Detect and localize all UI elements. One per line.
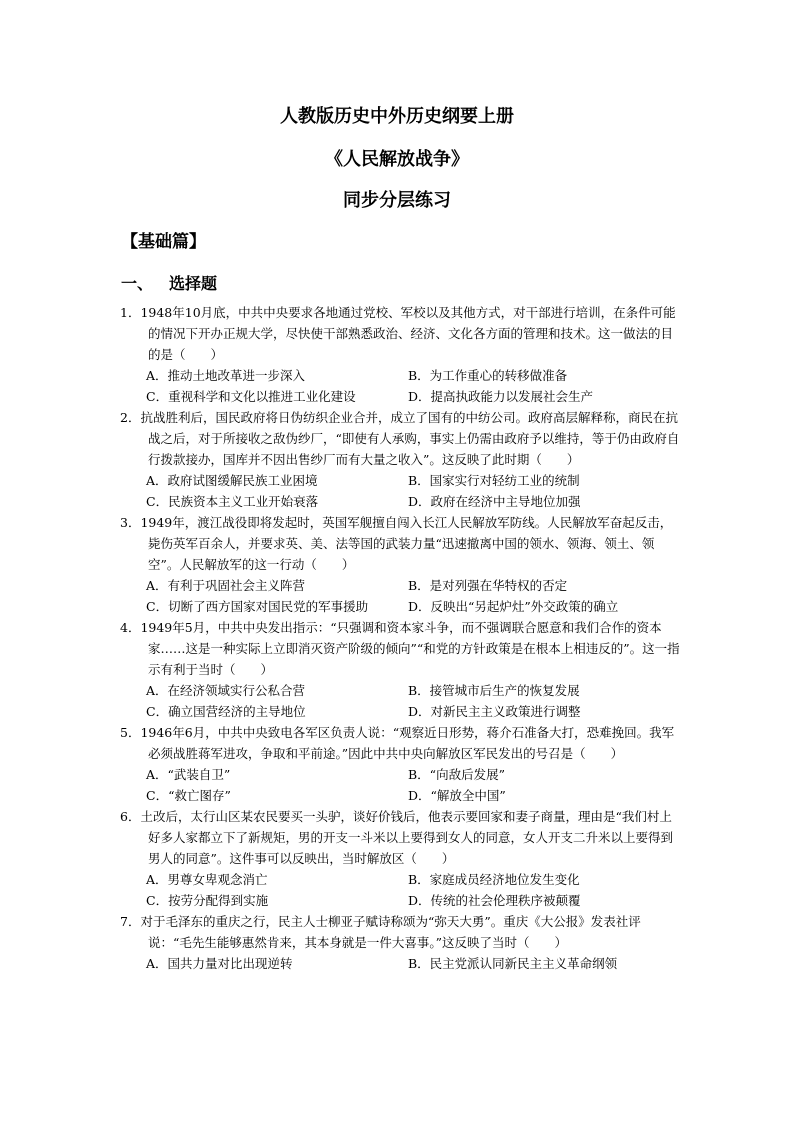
question-6 [120, 806, 680, 911]
question-stem: 7．对于毛泽东的重庆之行，民主人士柳亚子赋诗称颂为“弥天大勇”。重庆《大公报》发表社评说：“毛先生能够惠然肯来，其本身就是一件大喜事。”这反映了当时（ ） [120, 914, 641, 950]
subsection-heading [121, 272, 217, 296]
question-1 [120, 302, 680, 407]
option-b: B．是对列强在华特权的否定 [408, 578, 568, 593]
option-c: C．重视科学和文化以推进工业化建设 [146, 389, 356, 404]
option-b: B．家庭成员经济地位发生变化 [408, 872, 580, 887]
option-c: C．确立国营经济的主导地位 [146, 704, 306, 719]
option-row [120, 785, 680, 806]
exercise-title: 同步分层练习 [343, 190, 451, 211]
option-row [120, 890, 680, 911]
option-b: B．民主党派认同新民主主义革命纲领 [408, 956, 618, 971]
option-c: C．“救亡图存” [146, 788, 231, 803]
question-2 [120, 407, 680, 512]
option-b: B．为工作重心的转移做准备 [408, 368, 568, 383]
option-row [120, 575, 680, 596]
question-5 [120, 722, 680, 806]
option-c: C．切断了西方国家对国民党的军事援助 [146, 599, 369, 614]
option-row [120, 470, 680, 491]
option-row [120, 491, 680, 512]
question-4 [120, 617, 680, 722]
question-3 [120, 512, 680, 617]
option-d: D．提高执政能力以发展社会生产 [408, 389, 594, 404]
option-a: A．政府试图缓解民族工业困境 [146, 473, 318, 488]
option-d: D．“解放全中国” [408, 788, 506, 803]
question-stem: 4．1949年5月，中共中央发出指示：“只强调和资本家斗争，而不强调联合愿意和我们合作的资本家……这是一种实际上立即消灭资产阶级的倾向”“和党的方针政策是在根本上相违反的”。这一指示有利于当时（ ） [120, 620, 680, 677]
option-c: C．民族资本主义工业开始衰落 [146, 494, 319, 509]
question-stem: 1．1948年10月底，中共中央要求各地通过党校、军校以及其他方式，对干部进行培训，在条件可能的情况下开办正规大学，尽快使干部熟悉政治、经济、文化各方面的管理和技术。这一做法的目的是（ ） [120, 305, 676, 362]
option-d: D．传统的社会伦理秩序被颠覆 [408, 893, 581, 908]
option-row [120, 386, 680, 407]
option-b: B．国家实行对轻纺工业的统制 [408, 473, 580, 488]
option-row [120, 680, 680, 701]
option-d: D．对新民主主义政策进行调整 [408, 704, 581, 719]
option-a: A．推动土地改革进一步深入 [146, 368, 306, 383]
option-a: A．“武装自卫” [146, 767, 231, 782]
document-title: 人教版历史中外历史纲要上册 [280, 106, 514, 127]
option-row [120, 701, 680, 722]
section-heading: 【基础篇】 [121, 232, 206, 252]
option-a: A．在经济领域实行公私合营 [146, 683, 306, 698]
option-c: C．按劳分配得到实施 [146, 893, 269, 908]
lesson-title: 《人民解放战争》 [325, 149, 469, 170]
option-row [120, 953, 680, 974]
option-row [120, 596, 680, 617]
question-stem: 6．土改后，太行山区某农民要买一头驴，谈好价钱后，他表示要回家和妻子商量，理由是“我们村上好多人家都立下了新规矩，男的开支一斗米以上要得到女人的同意，女人开支二升米以上要得到男人的同意”。这件事可以反映出，当时解放区（ ） [120, 809, 674, 866]
question-list [120, 302, 680, 974]
question-stem: 2．抗战胜利后，国民政府将日伪纺织企业合并，成立了国有的中纺公司。政府高层解释称，商民在抗战之后，对于所接收之敌伪纱厂，“即使有人承购，事实上仍需由政府予以维持，等于仍由政府自行拨款接办，国库并不因出售纱厂而有大量之收入”。这反映了此时期（ ） [120, 410, 680, 467]
question-stem: 3．1949年，渡江战役即将发起时，英国军舰擅自闯入长江人民解放军防线。人民解放军奋起反击，毙伤英军百余人，并要求英、美、法等国的武装力量“迅速撤离中国的领水、领海、领土、领空”。人民解放军的这一行动（ ） [120, 515, 673, 572]
option-b: B．“向敌后发展” [408, 767, 505, 782]
subsection-label: 选择题 [169, 274, 218, 293]
question-stem: 5．1946年6月，中共中央致电各军区负责人说：“观察近日形势，蒋介石准备大打，恐难挽回。我军必须战胜蒋军进攻，争取和平前途。”因此中共中央向解放区军民发出的号召是（ ） [120, 725, 675, 761]
option-d: D．政府在经济中主导地位加强 [408, 494, 581, 509]
option-d: D．反映出“另起炉灶”外交政策的确立 [408, 599, 619, 614]
option-b: B．接管城市后生产的恢复发展 [408, 683, 580, 698]
option-row [120, 869, 680, 890]
option-a: A．国共力量对比出现逆转 [146, 956, 293, 971]
option-row [120, 365, 680, 386]
option-a: A．有利于巩固社会主义阵营 [146, 578, 306, 593]
option-row [120, 764, 680, 785]
question-7 [120, 911, 680, 974]
subsection-number: 一、 [121, 274, 154, 293]
option-a: A．男尊女卑观念消亡 [146, 872, 268, 887]
